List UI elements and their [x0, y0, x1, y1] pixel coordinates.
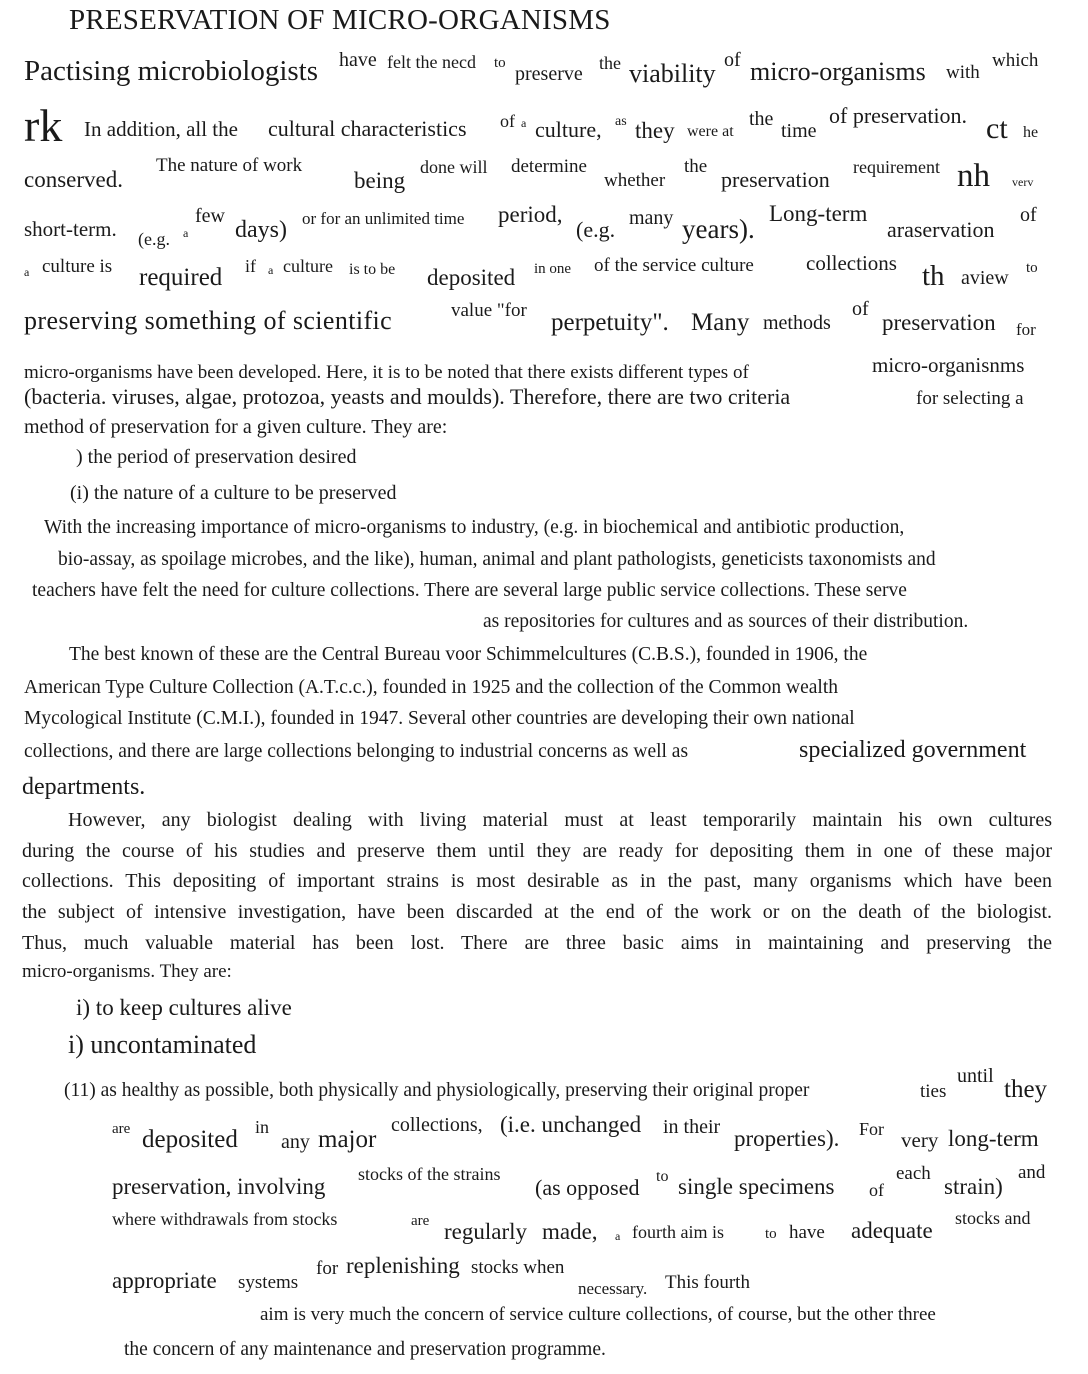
text-fragment: to [656, 1168, 669, 1185]
text-fragment: deposited [427, 265, 516, 290]
text-fragment: period, [498, 202, 563, 227]
paragraph-line: the subject of intensive investigation, have been discarded at the end of the work or on the death of the biologist. [22, 901, 1052, 923]
text-fragment: have [789, 1222, 825, 1243]
text-fragment: The nature of work [156, 155, 303, 176]
text-fragment: systems [238, 1272, 299, 1293]
page-title: PRESERVATION OF MICRO-ORGANISMS [69, 4, 611, 36]
text-fragment: are [411, 1213, 430, 1229]
text-fragment: preservation [721, 167, 830, 192]
text-fragment: if [245, 256, 256, 276]
text-fragment: the [599, 53, 621, 73]
text-fragment: fourth aim is [632, 1222, 724, 1242]
paragraph-line: bio-assay, as spoilage microbes, and the like), human, animal and plant pathologists, geneticists taxonomists and [58, 549, 936, 570]
text-fragment: required [139, 264, 223, 291]
text-fragment: long-term [948, 1126, 1039, 1151]
text-fragment: micro-organisms [750, 57, 926, 86]
text-fragment: properties). [734, 1126, 840, 1151]
text-fragment: done will [420, 157, 488, 177]
text-fragment: with [946, 62, 980, 83]
text-fragment: short-term. [24, 217, 117, 241]
text-fragment: Many [691, 309, 750, 336]
text-fragment: appropriate [112, 1268, 217, 1293]
text-fragment: were at [687, 123, 734, 140]
paragraph-line: collections, and there are large collections belonging to industrial concerns as well as [24, 741, 689, 762]
text-fragment: to [1026, 260, 1038, 276]
text-fragment: many [629, 207, 674, 229]
text-fragment: for [316, 1258, 339, 1279]
text-fragment: necessary. [578, 1279, 648, 1298]
text-fragment: where withdrawals from stocks [112, 1209, 338, 1229]
paragraph-line: The best known of these are the Central Bureau voor Schimmelcultures (C.B.S.), founded in 1906, the [69, 644, 868, 665]
text-fragment: micro-organisnms [872, 353, 1025, 377]
aim-item: i) to keep cultures alive [76, 995, 292, 1020]
text-fragment: time [781, 120, 817, 142]
text-fragment: in one [534, 261, 572, 277]
paragraph-line: Thus, much valuable material has been lost. There are three basic aims in maintaining and preserving the [22, 932, 1052, 954]
text-fragment: he [1023, 124, 1039, 141]
text-fragment: adequate [851, 1218, 933, 1243]
text-fragment: collections, [391, 1114, 483, 1136]
text-fragment: stocks of the strains [358, 1164, 501, 1184]
text-fragment: culture, [535, 117, 602, 142]
criteria-item: ) the period of preservation desired [76, 446, 357, 468]
text-fragment: th [922, 260, 945, 292]
text-fragment: being [354, 168, 406, 193]
text-fragment: culture [283, 256, 333, 276]
text-fragment: replenishing [346, 1253, 460, 1278]
text-fragment: of [1020, 204, 1037, 226]
text-fragment: very [901, 1128, 939, 1152]
text-fragment: in [255, 1117, 270, 1137]
text-fragment: methods [763, 312, 831, 334]
paragraph-line: American Type Culture Collection (A.T.c.c.), founded in 1925 and the collection of the Common wealth [24, 677, 838, 698]
text-fragment: of [500, 111, 515, 131]
text-fragment: culture is [42, 256, 113, 277]
text-fragment: or for an unlimited time [302, 209, 465, 228]
text-fragment: to [494, 55, 506, 71]
paragraph-line: as repositories for cultures and as sources of their distribution. [483, 611, 969, 632]
text-fragment: perpetuity". [551, 309, 669, 336]
text-fragment: (as opposed [535, 1175, 640, 1200]
text-fragment: which [992, 50, 1039, 71]
text-fragment: (bacteria. viruses, algae, protozoa, yeasts and moulds). Therefore, there are two criteria [24, 384, 791, 409]
text-fragment: (e.g. [138, 229, 170, 249]
text-fragment: of [852, 298, 869, 320]
text-fragment: verv [1012, 175, 1034, 189]
criteria-item: (i) the nature of a culture to be preserved [70, 482, 397, 504]
text-fragment: few [195, 205, 225, 227]
text-fragment: are [112, 1121, 131, 1137]
text-fragment: aim is very much the concern of service culture collections, of course, but the other three [260, 1304, 936, 1325]
text-fragment: nh [957, 158, 990, 194]
paragraph-line: collections. This depositing of important strains is most desirable as in the past, many organisms which have been [22, 870, 1052, 892]
text-fragment: for [1016, 320, 1036, 339]
text-fragment: made, [542, 1219, 598, 1244]
text-fragment: and [1018, 1162, 1046, 1183]
text-fragment: Long-term [769, 201, 868, 226]
paragraph-line: Mycological Institute (C.M.I.), founded in 1947. Several other countries are developing their own national [24, 708, 855, 729]
text-fragment: araservation [887, 217, 995, 242]
text-fragment: strain) [944, 1174, 1003, 1199]
text-fragment: viability [629, 59, 716, 88]
paragraph-line: departments. [22, 774, 146, 800]
paragraph-line: However, any biologist dealing with living material must at least temporarily maintain his own cultures [68, 809, 1052, 831]
paragraph-line: during the course of his studies and preserve them until they are ready for depositing them in one of these major [22, 840, 1052, 862]
text-fragment: collections [806, 251, 897, 275]
text-fragment: until [957, 1065, 994, 1087]
text-fragment: rk [24, 100, 63, 151]
text-fragment: of [869, 1180, 884, 1200]
paragraph-line: teachers have felt the need for culture collections. There are several large public service collections. These serve [32, 580, 907, 601]
text-fragment: single specimens [678, 1174, 835, 1199]
text-fragment: deposited [142, 1126, 238, 1153]
text-fragment: a [268, 263, 274, 277]
text-fragment: the concern of any maintenance and preservation programme. [124, 1339, 606, 1360]
text-fragment: whether [604, 170, 666, 191]
text-fragment: (e.g. [576, 217, 616, 242]
text-fragment: they [635, 118, 675, 143]
text-fragment: the [749, 108, 774, 130]
text-fragment: of preservation. [829, 103, 968, 128]
paragraph-line: With the increasing importance of micro-organisms to industry, (e.g. in biochemical and antibiotic production, [44, 517, 905, 538]
text-fragment: cultural characteristics [268, 116, 467, 141]
text-fragment: This fourth [665, 1272, 750, 1293]
text-fragment: years). [682, 214, 755, 244]
text-fragment: requirement [853, 157, 940, 177]
text-fragment: ties [920, 1081, 947, 1102]
text-fragment: a [183, 226, 189, 240]
text-fragment: (i.e. unchanged [500, 1112, 642, 1137]
text-fragment: preserving something of scientific [24, 306, 393, 335]
text-fragment: In addition, all the [84, 117, 238, 141]
text-fragment: a [521, 116, 527, 130]
text-fragment: of the service culture [594, 255, 754, 276]
text-fragment: of [724, 49, 741, 71]
text-fragment: method of preservation for a given culture. They are: [24, 416, 448, 438]
text-fragment: conserved. [24, 167, 123, 192]
text-fragment: have [339, 49, 377, 71]
text-fragment: each [896, 1163, 931, 1184]
text-fragment: any [281, 1131, 310, 1153]
aim-item: i) uncontaminated [68, 1030, 257, 1059]
text-fragment: stocks and [955, 1208, 1031, 1228]
text-fragment: major [318, 1126, 377, 1153]
text-fragment: as [615, 114, 627, 129]
text-fragment: preservation [882, 310, 996, 335]
text-fragment: regularly [444, 1219, 528, 1244]
text-fragment: felt the necd [387, 52, 476, 72]
text-fragment: the [684, 156, 708, 177]
text-fragment: they [1004, 1076, 1048, 1103]
text-fragment: is to be [349, 261, 396, 278]
text-fragment: aview [961, 267, 1009, 289]
text-fragment: preserve [515, 63, 583, 85]
paragraph-line: specialized government [799, 737, 1027, 763]
paragraph-line: micro-organisms. They are: [22, 961, 232, 982]
text-fragment: value "for [451, 300, 527, 321]
text-fragment: for selecting a [916, 388, 1024, 409]
text-fragment: days) [235, 217, 287, 243]
text-fragment: to [765, 1226, 777, 1242]
text-fragment: determine [511, 156, 587, 177]
text-fragment: preservation, involving [112, 1174, 326, 1199]
text-fragment: stocks when [471, 1257, 565, 1278]
text-fragment: Pactising microbiologists [24, 55, 319, 87]
text-fragment: (11) as healthy as possible, both physically and physiologically, preserving their original proper [64, 1080, 810, 1101]
text-fragment: micro-organisms have been developed. Here, it is to be noted that there exists different types of [24, 362, 749, 383]
text-fragment: in their [663, 1116, 721, 1138]
text-fragment: a [615, 1229, 621, 1243]
text-fragment: ct [986, 112, 1008, 145]
text-fragment: a [24, 265, 30, 279]
text-fragment: For [859, 1119, 885, 1139]
